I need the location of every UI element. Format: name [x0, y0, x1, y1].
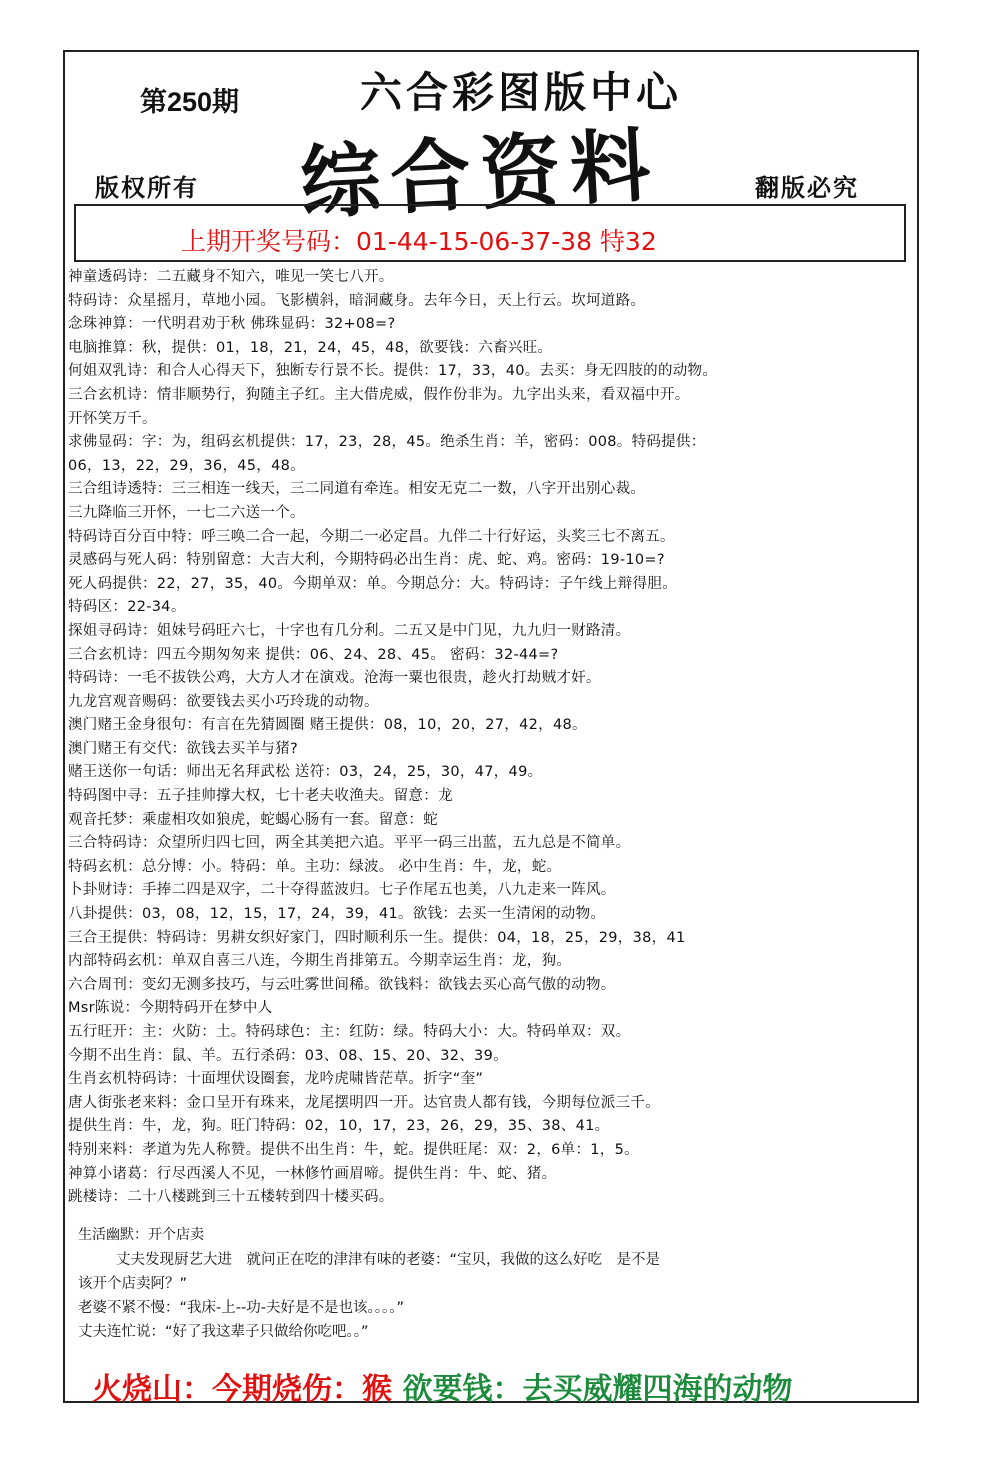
info-line: 念珠神算：一代明君劝于秋 佛珠显码：32+08=?: [68, 316, 396, 333]
info-line: 特码诗百分百中特：呼三唤二合一起，今期二一必定昌。九伴二十行好运，头奖三七不离五。: [68, 528, 675, 545]
footer-green-text: 欲要钱：去买威耀四海的动物: [392, 1372, 793, 1407]
info-line: 特码图中寻：五子挂帅撑大权，七十老夫收渔夫。留意：龙: [68, 788, 453, 805]
info-line: 卜卦财诗：手捧二四是双字，二十夺得蓝波归。七子作尾五也美，八九走来一阵风。: [68, 882, 616, 899]
info-line: 何姐双乳诗：和合人心得天下，独断专行景不长。提供：17，33，40。去买：身无四肢的的动物。: [68, 363, 718, 380]
info-line: 06，13，22，29，36，45，48。: [68, 457, 305, 474]
last-result-box: [74, 204, 906, 262]
info-line: 澳门赌王有交代：欲钱去买羊与猪?: [68, 740, 298, 757]
story-text: [78, 1248, 908, 1344]
info-line: 开怀笑万千。: [68, 410, 157, 427]
info-line: 灵感码与死人码：特别留意：大吉大利，今期特码必出生肖：虎、蛇、鸡。密码：19-10=?: [68, 552, 665, 569]
info-line: 三合特码诗：众望所归四七回，两全其美把六追。平平一码三出蓝，五九总是不简单。: [68, 835, 631, 852]
info-line: 唐人街张老来料：金口呈开有珠来，龙尾摆明四一开。达官贵人都有钱，今期每位派三千。: [68, 1094, 660, 1111]
footer-red-text: 火烧山：今期烧伤：猴: [92, 1372, 392, 1407]
info-line: 特码区：22-34。: [68, 599, 186, 616]
info-line: 九龙宫观音赐码：欲要钱去买小巧玲珑的动物。: [68, 693, 379, 710]
info-line: 八卦提供：03，08，12，15，17，24，39，41。欲钱：去买一生清闲的动物。: [68, 906, 606, 923]
info-line: 今期不出生肖：鼠、羊。五行杀码：03、08、15、20、32、39。: [68, 1047, 508, 1064]
info-line: 三合玄机诗：情非顺势行，狗随主子红。主大借虎威，假作份非为。九字出头来，看双福中开。: [68, 386, 690, 403]
info-line: 三合王提供：特码诗：男耕女织好家门，四时顺利乐一生。提供：04，18，25，29，38，41: [68, 929, 686, 946]
info-line: 特码玄机：总分博：小。特码：单。主功：绿波。 必中生肖：牛，龙，蛇。: [68, 858, 562, 875]
piracy-tag: 翻版必究: [755, 173, 859, 202]
info-line: 三九降临三开怀，一七二六送一个。: [68, 504, 305, 521]
info-line: 三合玄机诗：四五今期匆匆来 提供：06、24、28、45。 密码：32-44=?: [68, 646, 559, 663]
info-line: 求佛显码：字：为，组码玄机提供：17，23，28，45。绝杀生肖：羊，密码：008。特码提供：: [68, 434, 706, 451]
publisher-title: 六合彩图版中心: [360, 68, 683, 117]
info-line: 赌王送你一句话：师出无名拜武松 送符：03，24，25，30，47，49。: [68, 764, 543, 781]
info-line: 提供生肖：牛，龙，狗。旺门特码：02，10，17，23，26，29，35、38、41。: [68, 1118, 610, 1135]
info-line: 五行旺开：主：火防：土。特码球色：主：红防：绿。特码大小：大。特码单双：双。: [68, 1024, 631, 1040]
info-line: 内部特码玄机：单双自喜三八连，今期生肖排第五。今期幸运生肖：龙，狗。: [68, 953, 572, 970]
info-line: 特别来料：孝道为先人称赞。提供不出生肖：牛，蛇。提供旺尾：双：2，6单：1，5。: [68, 1141, 639, 1158]
info-line: 六合周刊：变幻无测多技巧，与云吐雾世间稀。欲钱料：欲钱去买心高气傲的动物。: [68, 976, 616, 993]
info-lines: [68, 266, 914, 1210]
info-line: 死人码提供：22，27，35，40。今期单双：单。今期总分：大。特码诗：子午线上辩得胆。: [68, 575, 677, 592]
story-line: 丈夫连忙说：“好了我这辈子只做给你吃吧。。”: [78, 1324, 369, 1340]
story-line: 该开个店卖阿？”: [78, 1276, 188, 1292]
info-line: 电脑推算：秋，提供：01，18，21，24，45，48，欲要钱：六畜兴旺。: [68, 339, 553, 356]
story-title: 生活幽默：开个店卖: [78, 1227, 204, 1243]
footer-banner: [92, 1364, 792, 1408]
info-line: 神算小诸葛：行尽西溪人不见，一林修竹画眉啼。提供生肖：牛、蛇、猪。: [68, 1165, 557, 1182]
info-line: 神童透码诗：二五藏身不知六，唯见一笑七八开。: [68, 269, 394, 285]
info-line: 生肖玄机特码诗：十面埋伏设圈套，龙吟虎啸皆茫草。折字“奎”: [68, 1071, 484, 1088]
last-result-text: 上期开奖号码：01-44-15-06-37-38 特32: [181, 227, 657, 256]
story-line: 老婆不紧不慢：“我床-上--功-夫好是不是也该。。。。”: [78, 1300, 404, 1316]
info-line: 澳门赌王金身很句：有言在先猜圆圈 赌王提供：08，10，20，27，42，48。: [68, 717, 587, 734]
copyright-tag: 版权所有: [95, 173, 199, 202]
info-line: 观音托梦：乘虚相攻如狼虎，蛇蝎心肠有一套。留意：蛇: [68, 811, 438, 828]
info-line: 特码诗：一毛不拔铁公鸡，大方人才在演戏。沧海一粟也很贵，趁火打劫贼才奸。: [68, 670, 601, 687]
info-line: 特码诗：众星摇月，草地小园。飞影横斜，暗洞藏身。去年今日，天上行云。坎坷道路。: [68, 292, 646, 309]
info-line: 探姐寻码诗：姐妹号码旺六七，十字也有几分利。二五又是中门见，九九归一财路清。: [68, 622, 631, 639]
info-line: 跳楼诗：二十八楼跳到三十五楼转到四十楼买码。: [68, 1189, 394, 1206]
story-line: 丈夫发现厨艺大进 就问正在吃的津津有味的老婆：“宝贝，我做的这么好吃 是不是: [116, 1252, 661, 1268]
info-line: 三合组诗透特：三三相连一线天，三二同道有牵连。相安无克二一数，八字开出别心裁。: [68, 481, 646, 498]
info-line: Msr陈说：今期特码开在梦中人: [68, 1000, 273, 1017]
main-title: 综合资料: [298, 117, 663, 231]
issue-number: 第250期: [140, 87, 240, 117]
